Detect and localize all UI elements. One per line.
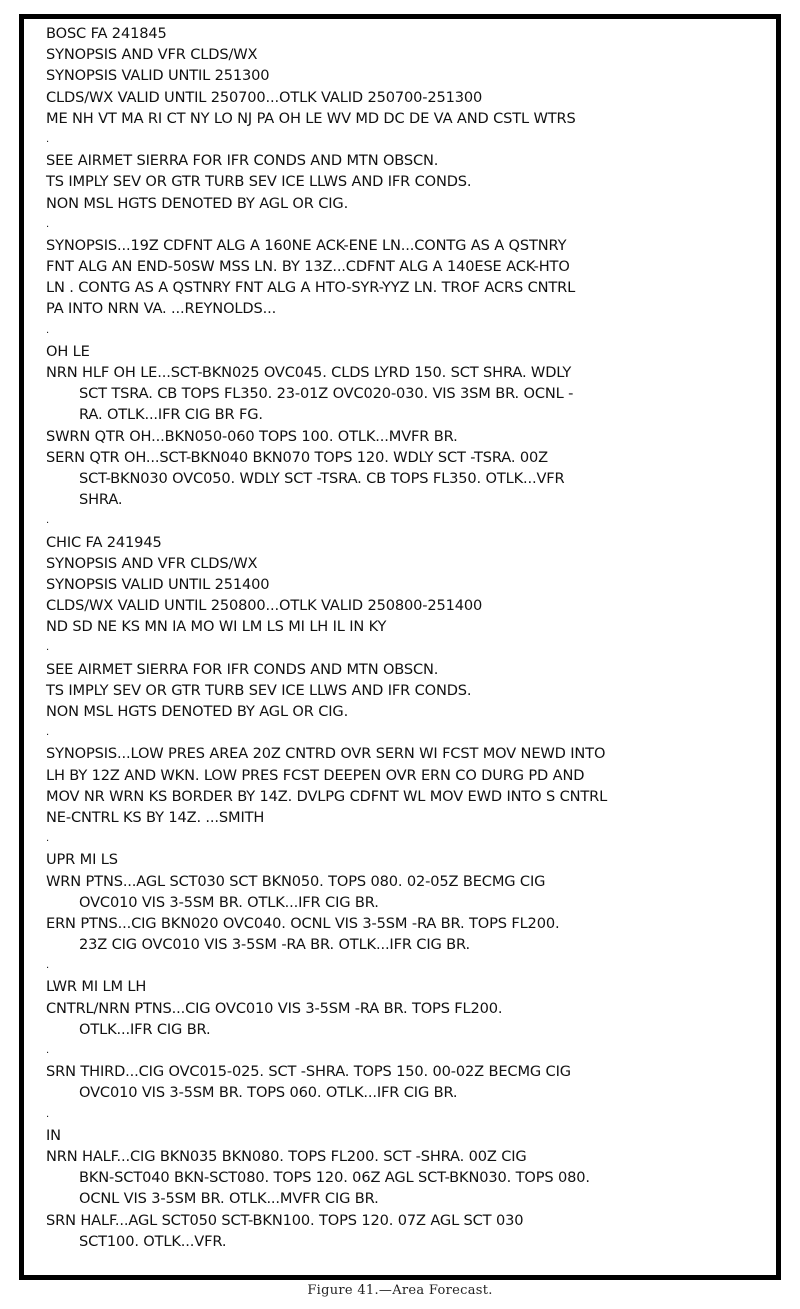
forecast-line: ND SD NE KS MN IA MO WI LM LS MI LH IL IN KY bbox=[46, 618, 387, 636]
forecast-line: WRN PTNS...AGL SCT030 SCT BKN050. TOPS 080. 02-05Z BECMG CIG bbox=[46, 872, 546, 890]
forecast-line: TS IMPLY SEV OR GTR TURB SEV ICE LLWS AND IFR CONDS. bbox=[46, 681, 472, 699]
forecast-line: CHIC FA 241945 bbox=[46, 533, 162, 551]
forecast-line: SERN QTR OH...SCT-BKN040 BKN070 TOPS 120. WDLY SCT -TSRA. 00Z bbox=[46, 448, 548, 466]
forecast-line: NRN HALF...CIG BKN035 BKN080. TOPS FL200. SCT -SHRA. 00Z CIG bbox=[46, 1147, 527, 1165]
forecast-line: LN . CONTG AS A QSTNRY FNT ALG A HTO-SYR-YYZ LN. TROF ACRS CNTRL bbox=[46, 279, 576, 297]
forecast-line: TS IMPLY SEV OR GTR TURB SEV ICE LLWS AND IFR CONDS. bbox=[46, 173, 472, 191]
forecast-line: BOSC FA 241845 bbox=[46, 25, 167, 42]
forecast-line: OH LE bbox=[46, 342, 90, 360]
forecast-line: 23Z CIG OVC010 VIS 3-5SM -RA BR. OTLK...IFR CIG BR. bbox=[79, 936, 470, 954]
forecast-line: SCT TSRA. CB TOPS FL350. 23-01Z OVC020-030. VIS 3SM BR. OCNL - bbox=[79, 385, 574, 403]
forecast-line: NON MSL HGTS DENOTED BY AGL OR CIG. bbox=[46, 194, 349, 212]
forecast-line: . bbox=[46, 515, 50, 527]
forecast-line: CNTRL/NRN PTNS...CIG OVC010 VIS 3-5SM -RA BR. TOPS FL200. bbox=[46, 999, 503, 1017]
forecast-line: SEE AIRMET SIERRA FOR IFR CONDS AND MTN OBSCN. bbox=[46, 660, 439, 678]
forecast-line: . bbox=[46, 1045, 50, 1056]
forecast-line: SYNOPSIS VALID UNTIL 251300 bbox=[46, 67, 270, 85]
forecast-line: LWR MI LM LH bbox=[46, 978, 147, 996]
forecast-line: PA INTO NRN VA. ...REYNOLDS... bbox=[46, 300, 277, 318]
forecast-line: SRN THIRD...CIG OVC015-025. SCT -SHRA. TOPS 150. 00-02Z BECMG CIG bbox=[46, 1063, 571, 1081]
forecast-line: SYNOPSIS...LOW PRES AREA 20Z CNTRD OVR SERN WI FCST MOV NEWD INTO bbox=[46, 745, 606, 763]
forecast-line: . bbox=[46, 960, 50, 972]
forecast-line: SHRA. bbox=[79, 491, 123, 509]
forecast-line: . bbox=[46, 727, 50, 739]
forecast-line: SYNOPSIS VALID UNTIL 251400 bbox=[46, 575, 270, 593]
forecast-line: SYNOPSIS AND VFR CLDS/WX bbox=[46, 554, 258, 572]
forecast-line: SYNOPSIS AND VFR CLDS/WX bbox=[46, 46, 258, 64]
forecast-line: SYNOPSIS...19Z CDFNT ALG A 160NE ACK-ENE LN...CONTG AS A QSTNRY bbox=[46, 236, 567, 254]
forecast-line: UPR MI LS bbox=[46, 851, 118, 869]
forecast-line: ERN PTNS...CIG BKN020 OVC040. OCNL VIS 3-5SM -RA BR. TOPS FL200. bbox=[46, 914, 560, 932]
figure-caption: Figure 41.—Area Forecast. bbox=[307, 1283, 493, 1298]
forecast-line: NRN HLF OH LE...SCT-BKN025 OVC045. CLDS LYRD 150. SCT SHRA. WDLY bbox=[46, 364, 572, 381]
forecast-line: BKN-SCT040 BKN-SCT080. TOPS 120. 06Z AGL SCT-BKN030. TOPS 080. bbox=[79, 1169, 590, 1187]
forecast-line: CLDS/WX VALID UNTIL 250800...OTLK VALID 250800-251400 bbox=[46, 597, 483, 615]
forecast-line: RA. OTLK...IFR CIG BR FG. bbox=[79, 406, 263, 424]
forecast-line: NE-CNTRL KS BY 14Z. ...SMITH bbox=[46, 808, 265, 826]
forecast-text bbox=[46, 23, 766, 1252]
forecast-line: SRN HALF...AGL SCT050 SCT-BKN100. TOPS 120. 07Z AGL SCT 030 bbox=[46, 1211, 524, 1229]
forecast-line: LH BY 12Z AND WKN. LOW PRES FCST DEEPEN OVR ERN CO DURG PD AND bbox=[46, 766, 585, 784]
forecast-line: OVC010 VIS 3-5SM BR. OTLK...IFR CIG BR. bbox=[79, 893, 379, 911]
forecast-line: . bbox=[46, 324, 50, 336]
forecast-line: . bbox=[46, 642, 50, 654]
forecast-line: OVC010 VIS 3-5SM BR. TOPS 060. OTLK...IFR CIG BR. bbox=[79, 1084, 458, 1102]
forecast-line: NON MSL HGTS DENOTED BY AGL OR CIG. bbox=[46, 703, 349, 720]
forecast-frame bbox=[19, 14, 781, 1280]
forecast-line: SCT100. OTLK...VFR. bbox=[79, 1232, 227, 1250]
forecast-line: OTLK...IFR CIG BR. bbox=[79, 1020, 211, 1038]
forecast-line: SCT-BKN030 OVC050. WDLY SCT -TSRA. CB TOPS FL350. OTLK...VFR bbox=[79, 469, 565, 487]
forecast-line: IN bbox=[46, 1126, 61, 1144]
forecast-line: . bbox=[46, 133, 50, 145]
forecast-line: SWRN QTR OH...BKN050-060 TOPS 100. OTLK...MVFR BR. bbox=[46, 427, 458, 445]
forecast-line: SEE AIRMET SIERRA FOR IFR CONDS AND MTN OBSCN. bbox=[46, 152, 439, 170]
forecast-line: FNT ALG AN END-50SW MSS LN. BY 13Z...CDFNT ALG A 140ESE ACK-HTO bbox=[46, 258, 570, 276]
forecast-line: . bbox=[46, 1108, 50, 1120]
forecast-line: OCNL VIS 3-5SM BR. OTLK...MVFR CIG BR. bbox=[79, 1190, 379, 1208]
forecast-line: . bbox=[46, 218, 50, 230]
forecast-line: . bbox=[46, 833, 50, 845]
forecast-line: CLDS/WX VALID UNTIL 250700...OTLK VALID 250700-251300 bbox=[46, 88, 483, 106]
forecast-line: MOV NR WRN KS BORDER BY 14Z. DVLPG CDFNT WL MOV EWD INTO S CNTRL bbox=[46, 787, 608, 805]
forecast-line: ME NH VT MA RI CT NY LO NJ PA OH LE WV MD DC DE VA AND CSTL WTRS bbox=[46, 109, 576, 127]
